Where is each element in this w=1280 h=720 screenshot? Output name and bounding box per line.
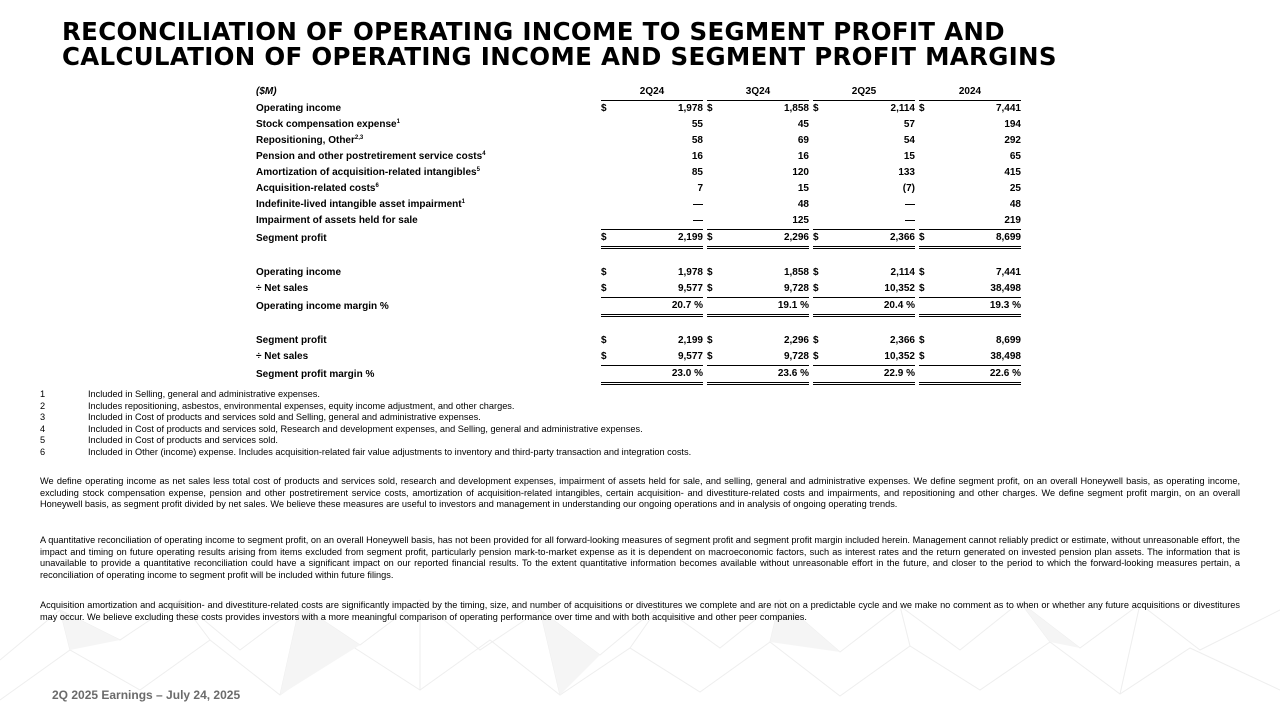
currency-symbol: $ xyxy=(601,230,613,248)
footnote-ref: 1 xyxy=(461,199,465,205)
row-value: 16 xyxy=(691,151,703,162)
currency-symbol xyxy=(919,133,931,149)
currency-symbol xyxy=(813,197,825,213)
row-value: 7,441 xyxy=(995,103,1021,114)
currency-symbol xyxy=(707,181,719,197)
spacer-row xyxy=(256,316,1021,334)
currency-symbol xyxy=(601,298,613,316)
footnote-text: Included in Selling, general and administrative expenses. xyxy=(88,389,320,399)
row-value: 23.6 % xyxy=(719,366,809,384)
footnote-text: Included in Cost of products and services sold. xyxy=(88,435,278,445)
row-label xyxy=(256,333,601,349)
currency-symbol: $ xyxy=(813,335,819,346)
currency-symbol xyxy=(601,213,613,230)
row-label-text: Segment profit xyxy=(256,335,327,346)
currency-symbol xyxy=(707,165,719,181)
row-value: 54 xyxy=(903,135,915,146)
row-label xyxy=(256,298,601,316)
row-value: 9,728 xyxy=(719,349,809,366)
row-value: 20.7 % xyxy=(613,298,703,316)
row-label-text: ÷ Net sales xyxy=(256,351,309,363)
spacer-row xyxy=(256,248,1021,266)
row-label-text: Operating income margin % xyxy=(256,300,389,312)
currency-symbol xyxy=(601,149,613,165)
currency-symbol xyxy=(919,117,931,133)
row-value: 292 xyxy=(1004,135,1021,146)
row-label-text: Impairment of assets held for sale xyxy=(256,215,418,227)
row-value: — xyxy=(905,199,915,210)
currency-symbol xyxy=(601,181,613,197)
row-value: 48 xyxy=(797,199,809,210)
table-row xyxy=(256,197,1021,213)
footnote-ref: 1 xyxy=(396,119,400,125)
footnote-text: Included in Other (income) expense. Includes acquisition-related fair value adjustments to inventory and third-party transaction and integration costs. xyxy=(88,446,692,457)
table-row xyxy=(256,213,1021,230)
table-row xyxy=(256,349,1021,366)
column-header: 2Q25 xyxy=(813,84,915,101)
currency-symbol: $ xyxy=(813,349,825,366)
row-label xyxy=(256,366,601,384)
currency-symbol xyxy=(707,117,719,133)
currency-symbol: $ xyxy=(813,267,819,278)
row-value: 120 xyxy=(792,167,809,178)
currency-symbol xyxy=(919,149,931,165)
currency-symbol: $ xyxy=(707,281,719,298)
row-label xyxy=(256,213,601,230)
currency-symbol: $ xyxy=(707,103,713,114)
row-value: 2,199 xyxy=(677,335,703,346)
currency-symbol: $ xyxy=(707,349,719,366)
currency-symbol: $ xyxy=(601,281,613,298)
currency-symbol xyxy=(601,117,613,133)
row-label-text: Repositioning, Other xyxy=(256,135,355,146)
footnote-ref: 2,3 xyxy=(354,135,364,141)
row-value: 2,199 xyxy=(613,230,703,248)
footnote-ref: 5 xyxy=(476,167,480,173)
currency-symbol xyxy=(601,197,613,213)
footnotes xyxy=(40,389,1240,458)
currency-symbol: $ xyxy=(919,267,925,278)
currency-symbol xyxy=(707,133,719,149)
row-value: 57 xyxy=(903,119,915,130)
currency-symbol: $ xyxy=(919,103,925,114)
footnote-text: Includes repositioning, asbestos, environmental expenses, equity income adjustment, and other charges. xyxy=(88,400,515,411)
row-label-text: Acquisition-related costs xyxy=(256,183,376,194)
row-value: 10,352 xyxy=(825,281,915,298)
currency-symbol: $ xyxy=(601,267,607,278)
row-value: 15 xyxy=(903,151,915,162)
currency-symbol xyxy=(601,165,613,181)
row-value: 1,858 xyxy=(783,103,809,114)
row-value: 219 xyxy=(1004,215,1021,226)
row-value: 25 xyxy=(1009,183,1021,194)
row-value: 125 xyxy=(792,215,809,226)
currency-symbol: $ xyxy=(601,103,607,114)
currency-symbol: $ xyxy=(813,103,819,114)
footnote-text: Included in Cost of products and services sold and Selling, general and administrative expenses. xyxy=(88,412,481,422)
row-value: 133 xyxy=(898,167,915,178)
row-label xyxy=(256,181,601,197)
title-line-2: CALCULATION OF OPERATING INCOME AND SEGMENT PROFIT MARGINS xyxy=(62,42,1057,71)
row-label xyxy=(256,230,601,248)
column-header: 2Q24 xyxy=(601,84,703,101)
footnote-ref: 6 xyxy=(375,183,379,189)
currency-symbol xyxy=(707,366,719,384)
row-value: 9,577 xyxy=(613,281,703,298)
row-value: 38,498 xyxy=(931,281,1021,298)
table-row xyxy=(256,133,1021,149)
currency-symbol xyxy=(707,298,719,316)
row-label xyxy=(256,165,601,181)
forward-looking-paragraph: A quantitative reconciliation of operating income to segment profit, on an overall Honeywell basis, has not been provided for all forward-looking measures of segment profit and segment profit margin included herein. Management cannot reliably predict or estimate, without unreasonable effort, the impact and timing on future operating results arising from items excluded from segment profit, particularly pension mark-to-market expense as it is dependent on macroeconomic factors, such as interest rates and the return generated on invested pension plan assets. The information that is unavailable to provide a quantitative reconciliation could have a significant impact on our reported financial results. To the extent quantitative information becomes available without unreasonable effort in the future, and closer to the period to which the forward-looking measures pertain, a reconciliation of operating income to segment profit will be included within future filings. xyxy=(40,535,1240,580)
currency-symbol xyxy=(707,213,719,230)
row-value: 2,296 xyxy=(719,230,809,248)
row-label xyxy=(256,149,601,165)
row-value: (7) xyxy=(902,183,915,194)
table-header-row xyxy=(256,84,1021,101)
currency-symbol: $ xyxy=(601,335,607,346)
row-label xyxy=(256,349,601,366)
currency-symbol: $ xyxy=(601,349,613,366)
table-row xyxy=(256,281,1021,298)
row-label xyxy=(256,101,601,118)
table-row xyxy=(256,298,1021,316)
row-value: 1,858 xyxy=(783,267,809,278)
spacer-cell xyxy=(256,316,1021,334)
currency-symbol: $ xyxy=(813,230,825,248)
column-header: 3Q24 xyxy=(707,84,809,101)
title-line-1: RECONCILIATION OF OPERATING INCOME TO SEGMENT PROFIT AND xyxy=(62,17,1005,46)
footnote-number: 5 xyxy=(40,435,46,445)
currency-symbol xyxy=(813,181,825,197)
currency-symbol: $ xyxy=(813,281,825,298)
row-label-text: Stock compensation expense xyxy=(256,119,397,130)
currency-symbol xyxy=(919,197,931,213)
row-value: 16 xyxy=(797,151,809,162)
row-value: 9,728 xyxy=(719,281,809,298)
row-value: 2,114 xyxy=(890,103,915,114)
row-value: 2,366 xyxy=(825,230,915,248)
currency-symbol xyxy=(707,197,719,213)
footnote-item xyxy=(40,447,1240,459)
table-row xyxy=(256,366,1021,384)
row-value: 23.0 % xyxy=(613,366,703,384)
footnote-ref: 4 xyxy=(482,151,486,157)
footnote-number: 4 xyxy=(40,423,46,434)
row-value: 48 xyxy=(1009,199,1021,210)
currency-symbol xyxy=(813,366,825,384)
row-value: 38,498 xyxy=(931,349,1021,366)
currency-symbol xyxy=(813,165,825,181)
row-value: 10,352 xyxy=(825,349,915,366)
row-value: 2,114 xyxy=(890,267,915,278)
footnote-item xyxy=(40,424,1240,436)
row-label-text: Segment profit margin % xyxy=(256,368,375,380)
table-row xyxy=(256,149,1021,165)
row-value: 19.1 % xyxy=(719,298,809,316)
row-value: 85 xyxy=(691,167,703,178)
row-value: 55 xyxy=(691,119,703,130)
row-label-text: Operating income xyxy=(256,102,342,114)
row-label xyxy=(256,265,601,281)
row-value: 15 xyxy=(797,183,809,194)
table-row xyxy=(256,181,1021,197)
unit-label: ($M) xyxy=(256,86,277,98)
currency-symbol: $ xyxy=(707,267,713,278)
row-label xyxy=(256,133,601,149)
table-row xyxy=(256,265,1021,281)
table-row xyxy=(256,230,1021,248)
page-title xyxy=(62,19,1057,69)
row-value: 22.9 % xyxy=(825,366,915,384)
row-value: — xyxy=(905,215,915,226)
currency-symbol: $ xyxy=(919,230,931,248)
row-value: 65 xyxy=(1009,151,1021,162)
row-value: 2,366 xyxy=(889,335,915,346)
row-value: 45 xyxy=(797,119,809,130)
column-header: 2024 xyxy=(919,84,1021,101)
table-row xyxy=(256,117,1021,133)
row-label xyxy=(256,117,601,133)
currency-symbol xyxy=(601,366,613,384)
table-row xyxy=(256,165,1021,181)
currency-symbol xyxy=(919,366,931,384)
row-value: 415 xyxy=(1004,167,1021,178)
row-value: — xyxy=(693,199,703,210)
row-label-text: Pension and other postretirement service costs xyxy=(256,151,483,162)
currency-symbol xyxy=(813,133,825,149)
row-label-text: Segment profit xyxy=(256,232,327,244)
footnote-number: 6 xyxy=(40,446,46,457)
row-label-text: Operating income xyxy=(256,267,342,278)
currency-symbol xyxy=(707,149,719,165)
row-label xyxy=(256,197,601,213)
row-label-text: Indefinite-lived intangible asset impairment xyxy=(256,199,462,210)
currency-symbol xyxy=(813,298,825,316)
currency-symbol xyxy=(813,117,825,133)
acquisition-costs-paragraph: Acquisition amortization and acquisition- and divestiture-related costs are significantly impacted by the timing, size, and number of acquisitions or divestitures we complete and are not on a predictable cycle and we make no comment as to when or whether any future acquisitions or divestitures may occur. We believe excluding these costs provides investors with a more meaningful comparison of operating performance over time and with both acquisitive and other peer companies. xyxy=(40,600,1240,622)
table-row xyxy=(256,333,1021,349)
table-row xyxy=(256,101,1021,118)
footnote-number: 1 xyxy=(40,389,46,399)
row-value: 1,978 xyxy=(677,103,703,114)
footer-date: 2Q 2025 Earnings – July 24, 2025 xyxy=(52,688,241,702)
currency-symbol xyxy=(601,133,613,149)
row-value: 7 xyxy=(697,183,703,194)
currency-symbol: $ xyxy=(919,281,931,298)
row-value: — xyxy=(693,215,703,226)
currency-symbol: $ xyxy=(919,349,931,366)
currency-symbol xyxy=(919,181,931,197)
currency-symbol xyxy=(919,165,931,181)
footnote-number: 3 xyxy=(40,412,46,422)
row-value: 19.3 % xyxy=(931,298,1021,316)
row-value: 2,296 xyxy=(783,335,809,346)
currency-symbol: $ xyxy=(707,230,719,248)
currency-symbol xyxy=(813,213,825,230)
reconciliation-table xyxy=(256,84,1021,385)
row-value: 58 xyxy=(691,135,703,146)
footnote-item xyxy=(40,435,1240,447)
row-label-text: ÷ Net sales xyxy=(256,283,309,295)
row-value: 1,978 xyxy=(677,267,703,278)
footnote-text: Included in Cost of products and services sold, Research and development expenses, and Selling, general and administrative expenses. xyxy=(88,423,643,434)
currency-symbol: $ xyxy=(919,335,925,346)
footnote-item xyxy=(40,401,1240,413)
row-label xyxy=(256,281,601,298)
row-value: 69 xyxy=(797,135,809,146)
currency-symbol xyxy=(813,149,825,165)
row-value: 7,441 xyxy=(995,267,1021,278)
footnote-item xyxy=(40,412,1240,424)
row-label-text: Amortization of acquisition-related intangibles xyxy=(256,167,477,178)
row-value: 194 xyxy=(1004,119,1021,130)
row-value: 9,577 xyxy=(613,349,703,366)
row-value: 8,699 xyxy=(995,335,1021,346)
definition-paragraph: We define operating income as net sales less total cost of products and services sold, research and development expenses, impairment of assets held for sale, and selling, general and administrative expenses. We define segment profit, on an overall Honeywell basis, as operating income, excluding stock compensation expense, pension and other postretirement service costs, amortization of acquisition-related intangibles, certain acquisition- and divestiture-related costs and impairments, and repositioning and other charges. We define segment profit margin, on an overall Honeywell basis, as segment profit divided by net sales. We believe these measures are useful to investors and management in understanding our ongoing operations and in analysis of ongoing operating trends. xyxy=(40,476,1240,509)
currency-symbol: $ xyxy=(707,335,713,346)
currency-symbol xyxy=(919,213,931,230)
currency-symbol xyxy=(919,298,931,316)
footnote-item xyxy=(40,389,1240,401)
footnote-number: 2 xyxy=(40,400,46,411)
row-value: 20.4 % xyxy=(825,298,915,316)
row-value: 8,699 xyxy=(931,230,1021,248)
spacer-cell xyxy=(256,248,1021,266)
row-value: 22.6 % xyxy=(931,366,1021,384)
